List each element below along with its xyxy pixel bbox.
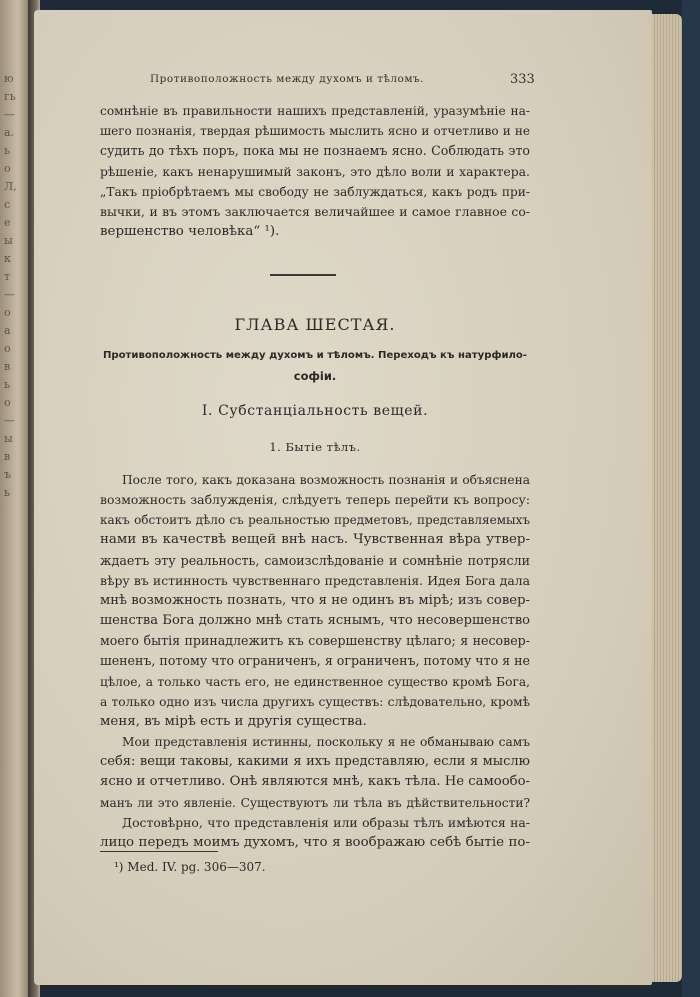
section-divider [270, 274, 336, 276]
text-line: шенства Бога должно мнѣ стать яснымъ, что несовершенство [100, 613, 530, 629]
margin-letter: — [4, 288, 15, 301]
text-line: а только одно изъ числа другихъ существъ: слѣдовательно, кромѣ [100, 694, 530, 709]
text-line: манъ ли это явленіе. Существуютъ ли тѣла въ дѣйствительности? [100, 795, 530, 810]
chapter-title: ГЛАВА ШЕСТАЯ. [234, 315, 396, 334]
text-line: сомнѣніе въ правильности нашихъ представленій, уразумѣніе на- [100, 104, 530, 118]
margin-letter: ь [4, 486, 10, 499]
text-line: ясно и отчетливо. Онѣ являются мнѣ, какъ тѣла. Не самообо- [100, 774, 530, 790]
text-line: шего познанія, твердая рѣшимость мыслить ясно и отчетливо и не [100, 124, 530, 139]
text-line: лицо передъ моимъ духомъ, что я воображаю себѣ бытіе по- [100, 834, 530, 850]
subtitle-line: софіи. [293, 369, 337, 383]
footnote-rule [100, 851, 218, 852]
text-line: нами въ качествѣ вещей внѣ насъ. Чувственная вѣра утвер- [100, 532, 530, 548]
margin-letter: ь [4, 144, 10, 157]
margin-letter: о [4, 342, 11, 355]
margin-letter: о [4, 396, 11, 409]
margin-letter: в [4, 450, 11, 463]
margin-letter: ъ [4, 468, 11, 481]
chapter-subtitle [100, 346, 530, 386]
text-line: вершенство человѣка“ ¹). [100, 224, 280, 240]
text-line: Мои представленія истинны, поскольку я не обманываю самъ [122, 735, 530, 750]
text-line: судить до тѣхъ поръ, пока мы не познаемъ ясно. Соблюдать это [100, 143, 530, 159]
margin-letter: Л, [4, 180, 17, 193]
page-number: 333 [510, 72, 535, 87]
book-cover-edge [682, 0, 700, 997]
margin-letter: — [4, 414, 15, 427]
text-line: После того, какъ доказана возможность познанія и объяснена [122, 473, 530, 487]
margin-letter: ы [4, 234, 13, 247]
text-line: „Такъ пріобрѣтаемъ мы свободу не заблуждаться, какъ родъ при- [100, 184, 530, 199]
margin-letter: а. [4, 126, 15, 139]
margin-letter: о [4, 162, 11, 175]
text-line: шененъ, потому что ограниченъ, я ограниченъ, потому что я не [100, 653, 530, 669]
margin-letter: в [4, 360, 11, 373]
previous-page-line-endings [4, 70, 24, 502]
text-line: себя: вещи таковы, какими я ихъ представляю, если я мыслю [100, 754, 530, 770]
text-line: возможность заблужденія, слѣдуетъ теперь перейти къ вопросу: [100, 492, 530, 508]
margin-letter: к [4, 252, 11, 265]
text-line: моего бытія принадлежитъ къ совершенству цѣлаго; я несовер- [100, 633, 530, 649]
text-line: вѣру въ истинность чувственнаго представленія. Идея Бога дала [100, 572, 530, 588]
running-head: Противоположность между духомъ и тѣломъ. [150, 73, 425, 85]
subsection-title: 1. Бытіе тѣлъ. [269, 440, 361, 454]
margin-letter: ы [4, 432, 13, 445]
section-title: I. Субстанціальность вещей. [201, 403, 429, 419]
previous-page-edge [0, 0, 30, 997]
top-paragraph [100, 101, 530, 242]
text-line: Достовѣрно, что представленія или образы тѣлъ имѣются на- [122, 814, 530, 830]
margin-letter: т [4, 270, 11, 283]
margin-letter: гь [4, 90, 16, 103]
text-line: цѣлое, а только часть его, не единственное существо кромѣ Бога, [100, 674, 530, 689]
text-line: ждаетъ эту реальность, самоизслѣдованіе и сомнѣніе потрясли [100, 552, 530, 568]
body-text [100, 470, 530, 853]
page-stack-edges [652, 14, 682, 982]
margin-letter: ь [4, 378, 10, 391]
text-line: какъ обстоитъ дѣло съ реальностью предметовъ, представляемыхъ [100, 513, 530, 528]
margin-letter: ю [4, 72, 14, 85]
text-line: меня, въ мірѣ есть и другія существа. [100, 713, 367, 729]
margin-letter: е [4, 216, 11, 229]
margin-letter: а [4, 324, 11, 337]
margin-letter: с [4, 198, 11, 211]
text-line: мнѣ возможность познать, что я не одинъ въ мірѣ; изъ совер- [100, 592, 530, 608]
margin-letter: — [4, 108, 15, 121]
footnote: ¹) Med. IV. pg. 306—307. [114, 860, 266, 874]
subtitle-line: Противоположность между духомъ и тѣломъ. Переходъ къ натурфило- [102, 350, 528, 361]
margin-letter: о [4, 306, 11, 319]
text-line: вычки, и въ этомъ заключается величайшее и самое главное со- [100, 204, 530, 220]
text-line: рѣшеніе, какъ ненарушимый законъ, это дѣло воли и характера. [100, 163, 530, 179]
